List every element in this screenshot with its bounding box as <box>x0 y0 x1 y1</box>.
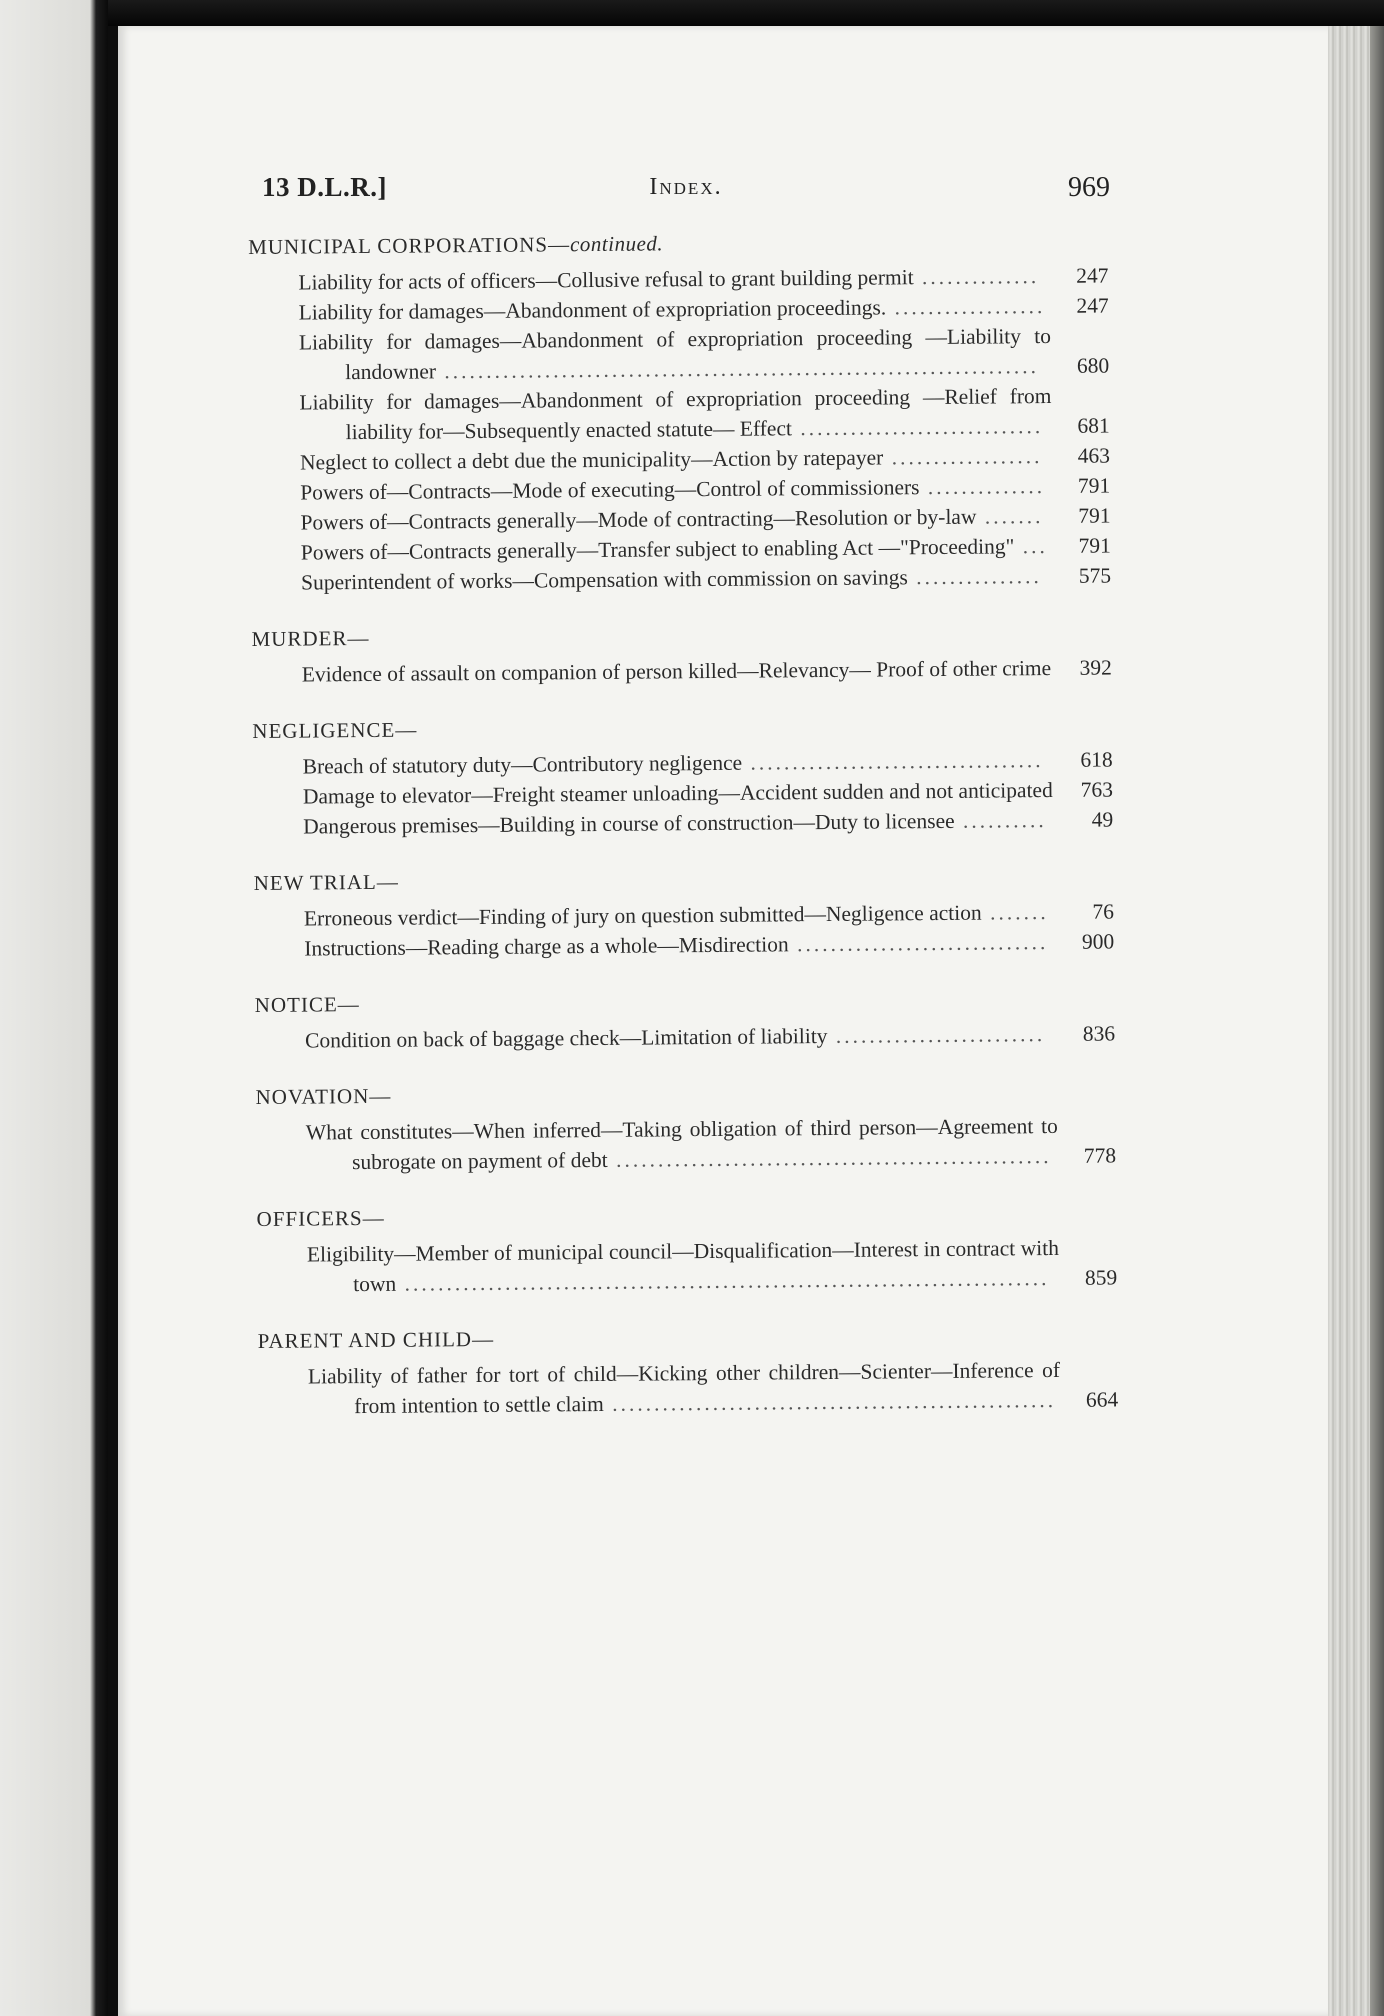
entry-page-number: 778 <box>1083 1143 1117 1168</box>
index-entry <box>304 926 1114 963</box>
entry-page-number: 664 <box>1085 1387 1119 1412</box>
index-entry <box>301 560 1111 597</box>
section-heading <box>256 1196 1116 1234</box>
dot-leader: .................................................... <box>607 1144 1052 1172</box>
section-heading-text: NOTICE— <box>254 992 360 1017</box>
dot-leader: .................. <box>883 444 1043 470</box>
book-spine-edge <box>1328 26 1384 2016</box>
entry-text: Damage to elevator—Freight steamer unloading—Accident sudden and not anticipated <box>302 777 1053 809</box>
index-section <box>256 1196 1117 1300</box>
index-section <box>252 708 1113 842</box>
entry-text: Liability for damages—Abandonment of expropriation proceedings. <box>298 295 887 325</box>
entry-text: Liability for damages—Abandonment of expropriation proceeding —Liability to landowner <box>298 323 1052 385</box>
facing-page-edge <box>0 0 108 2016</box>
index-body <box>248 224 1119 1447</box>
entry-page-number: 791 <box>1078 503 1111 528</box>
entry-text: Powers of—Contracts—Mode of executing—Control of commissioners <box>300 475 920 505</box>
entry-page-number: 49 <box>1091 807 1114 832</box>
section-heading-text: MUNICIPAL CORPORATIONS— <box>248 232 571 259</box>
dot-leader: .............................. <box>788 930 1049 957</box>
dot-leader: ....... <box>976 504 1044 529</box>
section-heading <box>258 1318 1118 1356</box>
dot-leader: ............................................................................. <box>396 1266 1050 1296</box>
entry-text: Evidence of assault on companion of person killed—Relevancy— Proof of other crime <box>301 656 1052 687</box>
entry-text: Breach of statutory duty—Contributory negligence <box>302 750 743 779</box>
section-heading <box>255 1074 1115 1112</box>
section-heading-text: NOVATION— <box>255 1083 392 1109</box>
scan-top-border <box>0 0 1384 26</box>
section-heading-text: PARENT AND CHILD— <box>257 1326 495 1353</box>
page-number: 969 <box>1068 172 1110 203</box>
dot-leader: ....... <box>981 900 1049 925</box>
section-heading-text: OFFICERS— <box>256 1205 385 1231</box>
entry-text: Instructions—Reading charge as a whole—Misdirection <box>304 932 789 961</box>
entry-text: Neglect to collect a debt due the municipality—Action by ratepayer <box>299 445 884 475</box>
section-heading <box>252 708 1112 746</box>
index-entry <box>302 652 1112 689</box>
index-section <box>254 860 1115 964</box>
index-section <box>258 1318 1119 1422</box>
page-title: Index. <box>649 174 723 200</box>
dot-leader: ............................. <box>791 414 1044 441</box>
entry-text: Powers of—Contracts generally—Transfer subject to enabling Act —"Proceeding" <box>300 534 1015 565</box>
entry-page-number: 681 <box>1077 413 1110 438</box>
entry-page-number: 680 <box>1076 353 1110 378</box>
dot-leader: ................................... <box>741 748 1044 775</box>
dot-leader: .............. <box>913 264 1040 290</box>
entry-page-number: 247 <box>1076 263 1109 288</box>
dot-leader: ......................... <box>827 1022 1046 1048</box>
entry-page-number: 791 <box>1078 533 1111 558</box>
entry-text: Liability of father for tort of child—Kicking other children—Scienter—Inference of from intention to settle claim <box>307 1357 1061 1419</box>
index-entry <box>307 1232 1117 1299</box>
dot-leader: ..................................................... <box>603 1387 1057 1416</box>
entry-page-number: 900 <box>1081 929 1115 954</box>
index-entry <box>308 1354 1118 1421</box>
entry-page-number: 392 <box>1079 655 1112 680</box>
section-heading-continued: continued. <box>569 231 664 257</box>
running-header <box>262 172 1110 216</box>
entry-page-number: 763 <box>1080 777 1114 802</box>
dot-leader: ... <box>1014 534 1048 559</box>
entry-text: Liability for damages—Abandonment of expropriation proceeding —Relief from liability for—Subsequently enacted statute— Effect <box>299 383 1052 445</box>
index-entry <box>305 1018 1115 1055</box>
section-heading <box>254 860 1114 898</box>
entry-text: Erroneous verdict—Finding of jury on question submitted—Negligence action <box>303 900 982 931</box>
entry-page-number: 463 <box>1077 443 1111 468</box>
dot-leader: .......... <box>954 808 1047 833</box>
entry-text: Condition on back of baggage check—Limitation of liability <box>304 1023 828 1053</box>
section-heading-text: NEW TRIAL— <box>253 869 399 895</box>
index-section <box>251 616 1112 690</box>
index-section <box>255 1074 1116 1178</box>
dot-leader: ............... <box>907 564 1042 590</box>
entry-text: Dangerous premises—Building in course of construction—Duty to licensee <box>303 808 955 839</box>
entry-page-number: 76 <box>1092 899 1115 924</box>
entry-text: Liability for acts of officers—Collusive refusal to grant building permit <box>298 265 914 295</box>
entry-text: What constitutes—When inferred—Taking obligation of third person—Agreement to subrogate on payment of debt <box>305 1113 1058 1175</box>
section-heading <box>255 982 1115 1020</box>
section-heading-text: NEGLIGENCE— <box>252 717 418 743</box>
section-heading-text: MURDER— <box>251 625 370 651</box>
entry-page-number: 859 <box>1084 1265 1118 1290</box>
entry-text: Powers of—Contracts generally—Mode of contracting—Resolution or by-law <box>300 504 977 535</box>
entry-text: Eligibility—Member of municipal council—Disqualification—Interest in contract with town <box>306 1235 1060 1297</box>
entry-page-number: 247 <box>1076 293 1109 318</box>
entry-page-number: 618 <box>1080 747 1113 772</box>
entry-text: Superintendent of works—Compensation with commission on savings <box>300 565 908 595</box>
index-section <box>255 982 1116 1056</box>
index-section <box>248 224 1111 597</box>
entry-page-number: 575 <box>1078 563 1112 588</box>
volume-label: 13 D.L.R.] <box>262 172 387 202</box>
dot-leader: .............. <box>919 474 1046 500</box>
index-entry <box>299 320 1109 387</box>
index-entry <box>306 1110 1116 1177</box>
entry-page-number: 791 <box>1077 473 1111 498</box>
dot-leader: ....................................................................... <box>435 354 1040 384</box>
index-entry <box>299 380 1109 447</box>
entry-page-number: 836 <box>1082 1021 1116 1046</box>
section-heading <box>251 616 1111 654</box>
dot-leader: .................. <box>886 294 1046 320</box>
index-entry <box>303 804 1113 841</box>
section-heading <box>248 224 1108 262</box>
